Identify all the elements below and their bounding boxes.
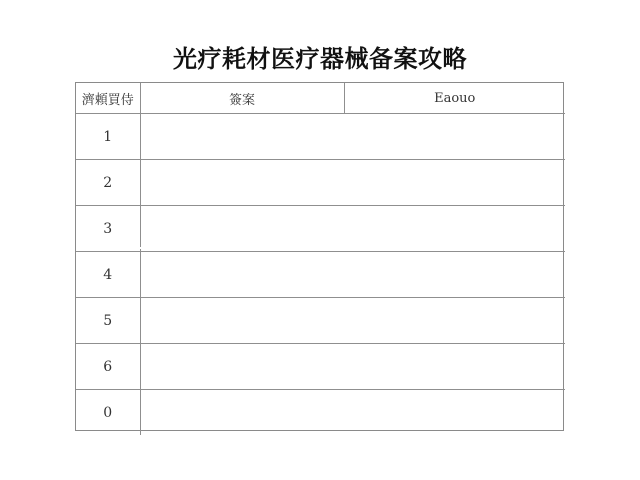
table-row xyxy=(76,252,565,298)
document-title: 光疗耗材医疗器械备案攻略 xyxy=(173,45,467,73)
table-row xyxy=(76,206,565,252)
table-row xyxy=(76,160,565,206)
row-content-cell[interactable] xyxy=(140,344,565,390)
table-row xyxy=(76,344,565,390)
row-number: 1 xyxy=(76,114,140,160)
table-header-row xyxy=(76,83,565,114)
filing-table xyxy=(75,82,564,431)
rule-gap xyxy=(140,247,170,249)
table-grid xyxy=(76,83,565,435)
row-content-cell[interactable] xyxy=(140,390,565,436)
row-number: 3 xyxy=(76,206,140,252)
table-row xyxy=(76,298,565,344)
row-number: 2 xyxy=(76,160,140,206)
row-content-cell[interactable] xyxy=(140,206,565,252)
header-cell-number: 濟頼買侍 xyxy=(76,83,140,114)
row-content-cell[interactable] xyxy=(140,160,565,206)
row-number: 6 xyxy=(76,344,140,390)
row-number: 0 xyxy=(76,390,140,436)
row-number: 5 xyxy=(76,298,140,344)
rule-gap xyxy=(420,247,448,249)
table-row xyxy=(76,114,565,160)
rule-gap xyxy=(226,247,246,249)
row-number: 4 xyxy=(76,252,140,298)
header-cell-notes: Eaouo xyxy=(344,83,565,114)
rule-gap xyxy=(508,247,530,249)
row-content-cell[interactable] xyxy=(140,114,565,160)
row-content-cell[interactable] xyxy=(140,298,565,344)
rule-gap xyxy=(318,247,342,249)
row-content-cell[interactable] xyxy=(140,252,565,298)
table-row xyxy=(76,390,565,436)
header-cell-filing: 簽案 xyxy=(140,83,344,114)
